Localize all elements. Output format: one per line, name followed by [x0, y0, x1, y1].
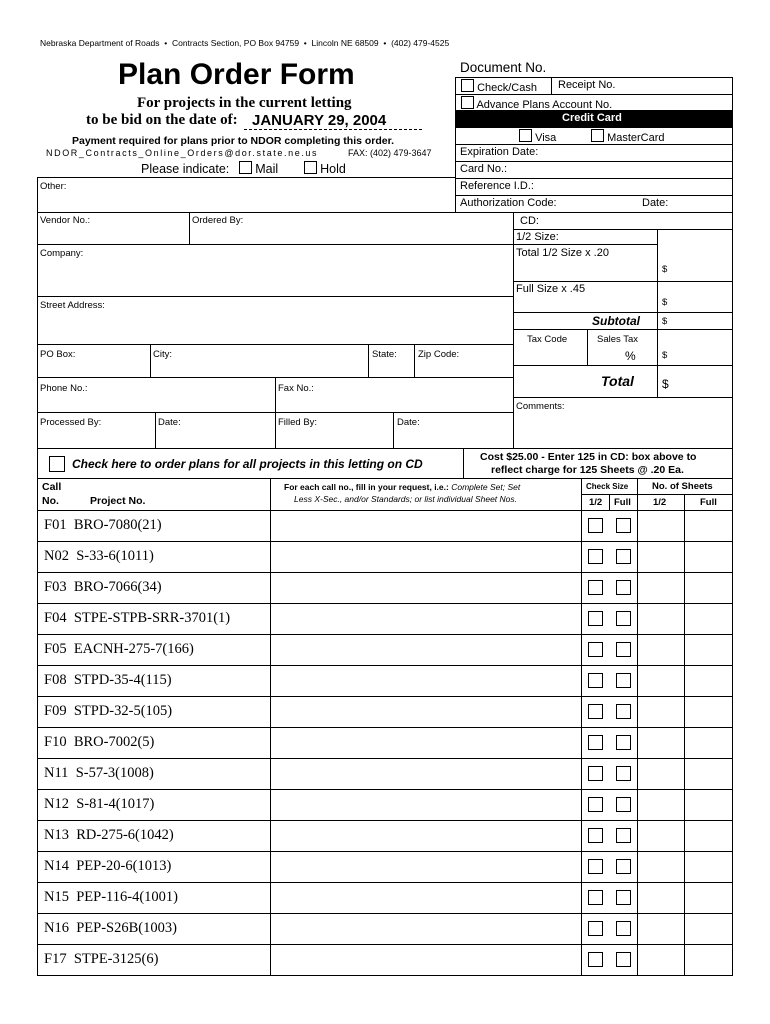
- request-field[interactable]: [272, 822, 579, 849]
- sheets-half-field[interactable]: [639, 760, 682, 787]
- visa-checkbox[interactable]: [519, 129, 532, 142]
- subtitle-line2: to be bid on the date of:: [86, 112, 238, 128]
- full-size-checkbox[interactable]: [616, 611, 631, 626]
- sheets-half-field[interactable]: [639, 698, 682, 725]
- indicate-row: [141, 161, 346, 176]
- request-field[interactable]: [272, 636, 579, 663]
- sheets-half-field[interactable]: [639, 667, 682, 694]
- project-no: EACNH-275-7(166): [66, 641, 194, 657]
- sheets-half-field[interactable]: [639, 574, 682, 601]
- sheets-half-field[interactable]: [639, 853, 682, 880]
- sheets-full-field[interactable]: [686, 791, 730, 818]
- tax-percent: %: [625, 349, 636, 363]
- half-size-checkbox[interactable]: [588, 735, 603, 750]
- zip-label: Zip Code:: [418, 349, 460, 360]
- agency-city: Lincoln NE 68509: [311, 38, 379, 48]
- expiration-label: Expiration Date:: [460, 146, 539, 158]
- filled-date-label: Date:: [397, 417, 420, 428]
- call-no: N13: [44, 827, 69, 843]
- cd-all-checkbox[interactable]: [49, 456, 65, 472]
- project-row-label: [44, 858, 171, 875]
- full-size-checkbox[interactable]: [616, 797, 631, 812]
- check-full-label: Full: [614, 497, 631, 508]
- project-no: BRO-7066(34): [66, 579, 162, 595]
- project-row-label: [44, 610, 230, 627]
- instructions-text: For each call no., fill in your request, i.e.:: [284, 482, 449, 492]
- check-cash-label: Check/Cash: [477, 82, 537, 94]
- project-no: STPD-32-5(105): [66, 703, 173, 719]
- call-no: N15: [44, 889, 69, 905]
- sheets-half-field[interactable]: [639, 822, 682, 849]
- receipt-no-label: Receipt No.: [558, 79, 616, 91]
- sheets-half-label: 1/2: [653, 497, 667, 508]
- half-size-checkbox[interactable]: [588, 859, 603, 874]
- project-row-label: [44, 672, 172, 689]
- agency-name: Nebraska Department of Roads: [40, 38, 160, 48]
- sheets-full-field[interactable]: [686, 822, 730, 849]
- check-size-label: Check Size: [586, 482, 629, 491]
- vendor-no-label: Vendor No.:: [40, 215, 91, 226]
- no-sheets-label: No. of Sheets: [652, 481, 713, 492]
- full-size-checkbox[interactable]: [616, 952, 631, 967]
- full-size-checkbox[interactable]: [616, 859, 631, 874]
- sheets-full-field[interactable]: [686, 512, 730, 539]
- project-row-label: [44, 889, 178, 906]
- hold-label: Hold: [320, 162, 346, 176]
- half-size-checkbox[interactable]: [588, 952, 603, 967]
- page-title: Plan Order Form: [118, 58, 355, 91]
- advance-plans-checkbox[interactable]: [461, 96, 474, 109]
- sheets-full-label: Full: [700, 497, 717, 508]
- request-field[interactable]: [272, 884, 579, 911]
- half-size-checkbox[interactable]: [588, 797, 603, 812]
- state-label: State:: [372, 349, 397, 360]
- sheets-full-field[interactable]: [686, 605, 730, 632]
- call-no: N14: [44, 858, 69, 874]
- visa-row: [519, 129, 556, 144]
- project-row-label: [44, 734, 154, 751]
- sales-tax-label: Sales Tax: [597, 334, 639, 345]
- check-cash-row: [461, 79, 537, 94]
- half-size-label: 1/2 Size:: [516, 231, 559, 243]
- call-no: N16: [44, 920, 69, 936]
- please-indicate-label: Please indicate:: [141, 162, 230, 176]
- po-box-label: PO Box:: [40, 349, 76, 360]
- full-size-checkbox[interactable]: [616, 580, 631, 595]
- call-no: F10: [44, 734, 67, 750]
- call-no: F04: [44, 610, 67, 626]
- agency-address: Contracts Section, PO Box 94759: [171, 38, 300, 48]
- request-field[interactable]: [272, 698, 579, 725]
- mastercard-label: MasterCard: [607, 132, 665, 144]
- full-size-checkbox[interactable]: [616, 735, 631, 750]
- project-row-label: [44, 765, 154, 782]
- total-dollar: $: [662, 377, 669, 391]
- order-fax: FAX: (402) 479-3647: [348, 148, 432, 158]
- half-size-checkbox[interactable]: [588, 921, 603, 936]
- mail-checkbox[interactable]: [239, 161, 252, 174]
- project-row-label: [44, 548, 154, 565]
- agency-address-line: Nebraska Department of Roads • Contracts Section, PO Box 94759 • Lincoln NE 68509 • (402) 479-4525: [40, 38, 450, 48]
- reference-id-label: Reference I.D.:: [460, 180, 534, 192]
- sheets-half-field[interactable]: [639, 729, 682, 756]
- total-label: Total: [601, 373, 634, 389]
- col-call: Call: [42, 481, 62, 493]
- sheets-half-field[interactable]: [639, 543, 682, 570]
- project-no: STPE-3125(6): [66, 951, 159, 967]
- total-half-label: Total 1/2 Size x .20: [516, 247, 609, 259]
- cd-label: CD:: [520, 215, 539, 227]
- project-no: BRO-7080(21): [66, 517, 162, 533]
- sheets-full-field[interactable]: [686, 915, 730, 942]
- sheets-half-field[interactable]: [639, 512, 682, 539]
- full-size-checkbox[interactable]: [616, 766, 631, 781]
- sheets-full-field[interactable]: [686, 543, 730, 570]
- half-size-checkbox[interactable]: [588, 642, 603, 657]
- sheets-full-field[interactable]: [686, 946, 730, 973]
- cd-cost-line1: Cost $25.00 - Enter 125 in CD: box above to: [480, 451, 697, 463]
- full-size-checkbox[interactable]: [616, 518, 631, 533]
- fax-label: Fax No.:: [278, 383, 314, 394]
- agency-phone: (402) 479-4525: [391, 38, 450, 48]
- advance-plans-label: Advance Plans Account No.: [476, 99, 613, 111]
- project-row-label: [44, 827, 174, 844]
- cd-cost-line2: reflect charge for 125 Sheets @ .20 Ea.: [491, 464, 684, 476]
- project-row-label: [44, 951, 158, 968]
- sheets-full-field[interactable]: [686, 698, 730, 725]
- request-field[interactable]: [272, 946, 579, 973]
- sheets-full-field[interactable]: [686, 884, 730, 911]
- project-no: STPE-STPB-SRR-3701(1): [66, 610, 231, 626]
- request-field[interactable]: [272, 791, 579, 818]
- half-size-checkbox[interactable]: [588, 673, 603, 688]
- sheets-half-field[interactable]: [639, 915, 682, 942]
- subtotal-label: Subtotal: [592, 314, 640, 328]
- ordered-by-label: Ordered By:: [192, 215, 244, 226]
- advance-plans-row: [461, 96, 612, 111]
- instructions-line1: [284, 482, 520, 492]
- sheets-full-field[interactable]: [686, 760, 730, 787]
- call-no: N02: [44, 548, 69, 564]
- mastercard-row: [591, 129, 665, 144]
- mail-label: Mail: [255, 162, 279, 176]
- phone-label: Phone No.:: [40, 383, 88, 394]
- project-no: S-57-3(1008): [68, 765, 154, 781]
- project-row-label: [44, 579, 162, 596]
- full-size-checkbox[interactable]: [616, 921, 631, 936]
- project-no: S-33-6(1011): [68, 548, 154, 564]
- processed-date-label: Date:: [158, 417, 181, 428]
- instructions-line2: Less X-Sec., and/or Standards; or list individual Sheet Nos.: [294, 494, 518, 504]
- request-field[interactable]: [272, 543, 579, 570]
- visa-label: Visa: [535, 132, 557, 144]
- col-project: Project No.: [90, 495, 146, 507]
- project-row-label: [44, 517, 162, 534]
- sheets-half-field[interactable]: [639, 636, 682, 663]
- project-no: STPD-35-4(115): [66, 672, 172, 688]
- processed-by-label: Processed By:: [40, 417, 102, 428]
- sheets-full-field[interactable]: [686, 729, 730, 756]
- sheets-half-field[interactable]: [639, 946, 682, 973]
- cd-option-label: Check here to order plans for all projects in this letting on CD: [72, 457, 423, 471]
- call-no: N12: [44, 796, 69, 812]
- call-no: F17: [44, 951, 67, 967]
- city-label: City:: [153, 349, 172, 360]
- half-size-checkbox[interactable]: [588, 611, 603, 626]
- request-field[interactable]: [272, 605, 579, 632]
- check-half-label: 1/2: [589, 497, 603, 508]
- project-no: PEP-S26B(1003): [68, 920, 177, 936]
- document-no-label: Document No.: [460, 60, 547, 75]
- col-no: No.: [42, 495, 59, 507]
- full-size-checkbox[interactable]: [616, 673, 631, 688]
- project-no: PEP-116-4(1001): [68, 889, 178, 905]
- full-size-checkbox[interactable]: [616, 549, 631, 564]
- credit-card-label: Credit Card: [562, 112, 622, 124]
- full-size-checkbox[interactable]: [616, 890, 631, 905]
- street-label: Street Address:: [40, 300, 105, 311]
- half-size-checkbox[interactable]: [588, 580, 603, 595]
- authorization-label: Authorization Code:: [460, 197, 557, 209]
- project-no: PEP-20-6(1013): [68, 858, 172, 874]
- tax-dollar: $: [662, 350, 668, 361]
- half-size-checkbox[interactable]: [588, 890, 603, 905]
- call-no: F09: [44, 703, 67, 719]
- request-field[interactable]: [272, 512, 579, 539]
- half-size-checkbox[interactable]: [588, 549, 603, 564]
- tax-code-label: Tax Code: [527, 334, 568, 345]
- subtotal-dollar: $: [662, 316, 668, 327]
- request-field[interactable]: [272, 760, 579, 787]
- auth-date-label: Date:: [642, 197, 669, 209]
- call-no: F01: [44, 517, 67, 533]
- mastercard-checkbox[interactable]: [591, 129, 604, 142]
- letting-date: JANUARY 29, 2004: [244, 112, 422, 130]
- sheets-full-field[interactable]: [686, 636, 730, 663]
- sheets-half-field[interactable]: [639, 791, 682, 818]
- call-no: F08: [44, 672, 67, 688]
- full-size-checkbox[interactable]: [616, 642, 631, 657]
- call-no: N11: [44, 765, 69, 781]
- project-no: S-81-4(1017): [68, 796, 155, 812]
- full-size-checkbox[interactable]: [616, 828, 631, 843]
- instructions-italic: Complete Set; Set: [451, 482, 521, 492]
- request-field[interactable]: [272, 667, 579, 694]
- full-dollar: $: [662, 297, 668, 308]
- other-label: Other:: [40, 181, 67, 192]
- half-size-checkbox[interactable]: [588, 766, 603, 781]
- order-email: NDOR_Contracts_Online_Orders@dor.state.ne.us: [46, 148, 319, 158]
- sheets-full-field[interactable]: [686, 667, 730, 694]
- sheets-half-field[interactable]: [639, 884, 682, 911]
- filled-by-label: Filled By:: [278, 417, 318, 428]
- half-size-checkbox[interactable]: [588, 704, 603, 719]
- call-no: F05: [44, 641, 67, 657]
- comments-label: Comments:: [516, 401, 565, 412]
- sheets-full-field[interactable]: [686, 853, 730, 880]
- request-field[interactable]: [272, 574, 579, 601]
- project-row-label: [44, 796, 154, 813]
- sheets-full-field[interactable]: [686, 574, 730, 601]
- half-size-checkbox[interactable]: [588, 828, 603, 843]
- project-row-label: [44, 920, 177, 937]
- full-size-checkbox[interactable]: [616, 704, 631, 719]
- subtitle-line1: For projects in the current letting: [137, 95, 352, 111]
- project-row-label: [44, 641, 194, 658]
- full-size-label: Full Size x .45: [516, 283, 586, 295]
- project-no: RD-275-6(1042): [68, 827, 174, 843]
- half-size-checkbox[interactable]: [588, 518, 603, 533]
- request-field[interactable]: [272, 853, 579, 880]
- project-row-label: [44, 703, 172, 720]
- request-field[interactable]: [272, 729, 579, 756]
- call-no: F03: [44, 579, 67, 595]
- half-dollar: $: [662, 264, 668, 275]
- hold-checkbox[interactable]: [304, 161, 317, 174]
- check-cash-checkbox[interactable]: [461, 79, 474, 92]
- payment-note: Payment required for plans prior to NDOR completing this order.: [72, 135, 395, 147]
- company-label: Company:: [40, 248, 84, 259]
- request-field[interactable]: [272, 915, 579, 942]
- card-no-label: Card No.:: [460, 163, 508, 175]
- project-no: BRO-7002(5): [66, 734, 155, 750]
- sheets-half-field[interactable]: [639, 605, 682, 632]
